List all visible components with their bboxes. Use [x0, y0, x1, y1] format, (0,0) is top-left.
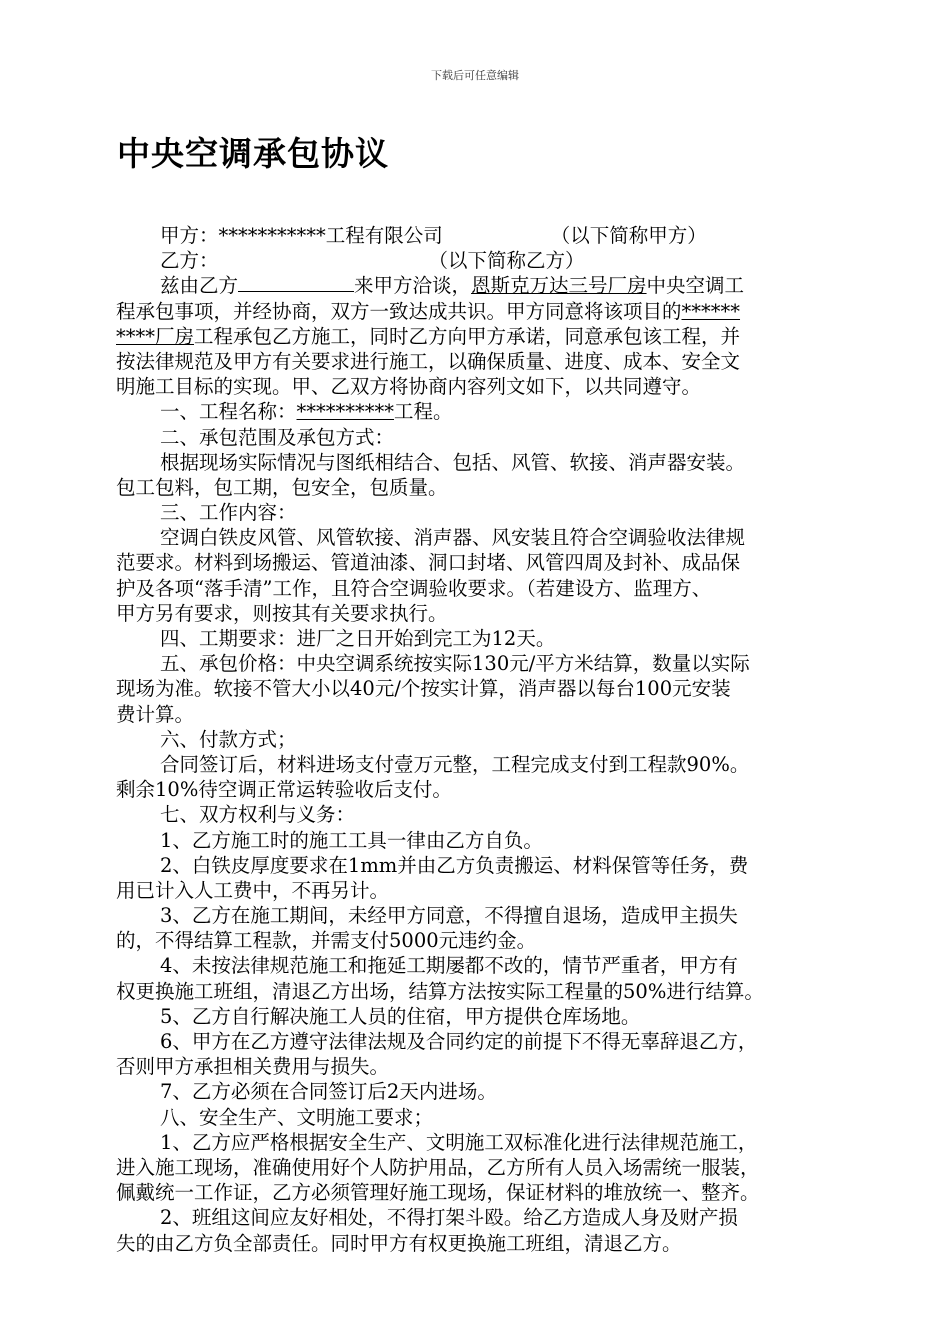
section-3-heading: 三、工作内容：: [160, 501, 297, 525]
party-a-label: 甲方：: [160, 224, 219, 247]
section-8-item-2: 2、班组这间应友好相处，不得打架斗殴。给乙方造成人身及财产损: [160, 1206, 738, 1230]
intro-line-3: [116, 324, 838, 349]
section-2-heading: 二、承包范围及承包方式：: [160, 425, 395, 449]
section-text: 工程。: [394, 400, 453, 424]
party-b-name-blank: [238, 273, 354, 292]
section-7-heading: 七、双方权利与义务：: [160, 803, 356, 827]
section-6-line: 合同签订后，材料进场支付壹万元整，工程完成支付到工程款90%。: [160, 752, 750, 776]
section-7-item-4-cont: 权更换施工班组，清退乙方出场，结算方法按实际工程量的50%进行结算。: [116, 979, 764, 1003]
intro-text: 工程承包乙方施工，同时乙方向甲方承诺，同意承包该工程，并: [194, 324, 741, 348]
party-b-label: 乙方：: [160, 249, 219, 273]
party-a-suffix: （以下简称甲方）: [550, 224, 707, 247]
intro-line-2: [116, 299, 838, 324]
intro-line-1: [116, 273, 838, 298]
section-6-heading: 六、付款方式；: [160, 727, 297, 751]
section-3-line: 护及各项“落手清”工作，且符合空调验收要求。（若建设方、监理方、: [116, 576, 712, 600]
section-8-heading: 八、安全生产、文明施工要求；: [160, 1105, 434, 1129]
section-4: 四、工期要求：进厂之日开始到完工为12天。: [160, 627, 556, 650]
section-7-item-4: 4、未按法律规范施工和拖延工期屡都不改的，情节严重者，甲方有: [160, 954, 738, 978]
masked-project: ****厂房: [116, 324, 195, 348]
intro-text: 来甲方洽谈，: [354, 274, 472, 298]
intro-text: 中央空调工: [646, 274, 745, 298]
section-7-item-3: 3、乙方在施工期间，未经甲方同意，不得擅自退场，造成甲主损失: [160, 904, 738, 928]
document-title: 中央空调承包协议: [117, 134, 389, 173]
section-7-item-2-cont: 用已计入人工费中，不再另计。: [116, 878, 390, 902]
section-2-line: 根据现场实际情况与图纸相结合、包括、风管、软接、消声器安装。: [160, 450, 746, 474]
project-name: 恩斯克万达三号厂房: [471, 274, 647, 298]
section-5-line: 五、承包价格：中央空调系统按实际130元/平方米结算，数量以实际: [160, 652, 750, 676]
party-a-name: ***********工程有限公司: [218, 224, 443, 247]
section-8-item-2-cont: 失的由乙方负全部责任。同时甲方有权更换施工班组，清退乙方。: [116, 1231, 682, 1255]
section-7-item-1: 1、乙方施工时的施工工具一律由乙方自负。: [160, 828, 543, 852]
project-name-masked: **********: [296, 400, 395, 424]
section-3-line: 范要求。材料到场搬运、管道油漆、洞口封堵、风管四周及封补、成品保: [116, 551, 741, 575]
section-7-item-6-cont: 否则甲方承担相关费用与损失。: [116, 1055, 390, 1079]
masked-project: ******: [681, 299, 741, 323]
section-7-item-3-cont: 的，不得结算工程款，并需支付5000元违约金。: [116, 929, 537, 953]
party-b-suffix: （以下简称乙方）: [428, 249, 585, 273]
intro-line-4: 按法律规范及甲方有关要求进行施工，以确保质量、进度、成本、安全文: [116, 349, 741, 373]
section-5-line: 现场为准。软接不管大小以40元/个按实计算，消声器以每台100元安装: [116, 677, 731, 701]
section-1: [116, 399, 838, 424]
section-6-line: 剩余10%待空调正常运转验收后支付。: [116, 778, 452, 802]
section-heading: 一、工程名称：: [160, 400, 297, 424]
intro-line-5: 明施工目标的实现。甲、乙双方将协商内容列文如下，以共同遵守。: [116, 375, 702, 399]
section-3-line: 空调白铁皮风管、风管软接、消声器、风安装且符合空调验收法律规: [160, 526, 746, 550]
section-3-line: 甲方另有要求，则按其有关要求执行。: [116, 601, 448, 625]
section-8-item-1-cont: 进入施工现场，准确使用好个人防护用品，乙方所有人员入场需统一服装，: [116, 1155, 760, 1179]
section-7-item-2: 2、白铁皮厚度要求在1mm并由乙方负责搬运、材料保管等任务，费: [160, 853, 749, 877]
intro-text: 兹由乙方: [160, 274, 239, 298]
section-7-item-7: 7、乙方必须在合同签订后2天内进场。: [160, 1080, 497, 1104]
header-note: 下载后可任意编辑: [431, 69, 519, 82]
party-a-line: [116, 223, 838, 248]
section-5-line: 费计算。: [116, 702, 195, 726]
contract-body: [116, 223, 838, 1256]
section-8-item-1: 1、乙方应严格根据安全生产、文明施工双标准化进行法律规范施工，: [160, 1130, 758, 1154]
party-b-line: [116, 248, 838, 273]
section-2-line: 包工包料，包工期，包安全，包质量。: [116, 475, 448, 499]
section-7-item-5: 5、乙方自行解决施工人员的住宿，甲方提供仓库场地。: [160, 1004, 641, 1028]
intro-text: 程承包事项，并经协商，双方一致达成共识。甲方同意将该项目的: [116, 299, 682, 323]
section-7-item-6: 6、甲方在乙方遵守法律法规及合同约定的前提下不得无辜辞退乙方，: [160, 1030, 758, 1053]
section-8-item-1-cont: 佩戴统一工作证，乙方必须管理好施工现场，保证材料的堆放统一、整齐。: [116, 1181, 760, 1205]
